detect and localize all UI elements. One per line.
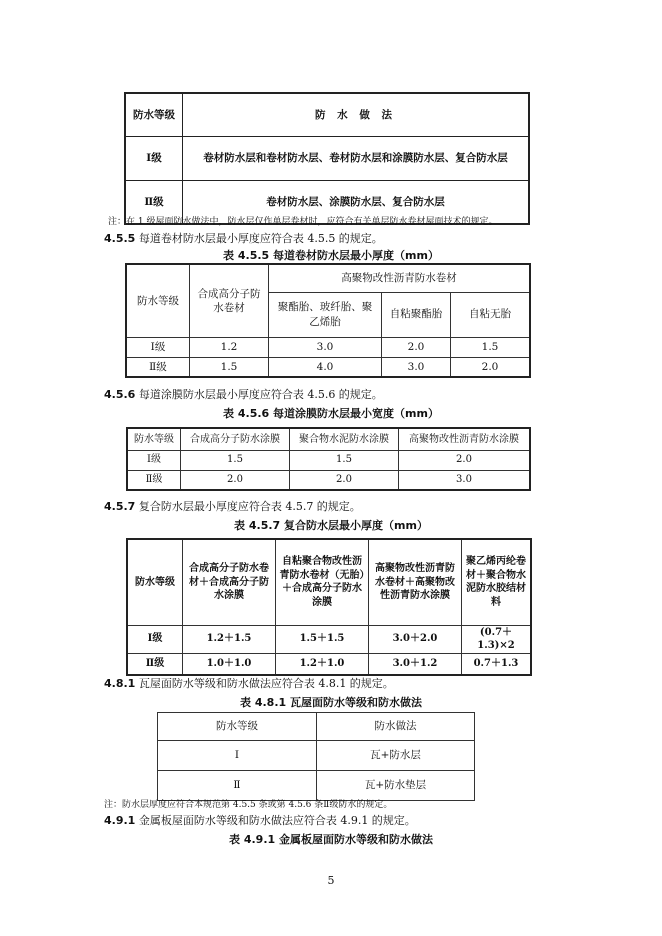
grade-cell: Ⅰ级	[127, 625, 183, 653]
header-grade: 防水等级	[158, 713, 317, 741]
clause-4-8-1	[104, 675, 394, 691]
grade-cell: Ⅱ级	[126, 357, 190, 377]
header-col: 聚乙烯丙纶卷材＋聚合物水泥防水胶结材料	[462, 539, 532, 625]
value-cell: 2.0	[451, 357, 531, 377]
grade-cell: Ⅱ级	[127, 470, 181, 490]
header-col: 高聚物改性沥青防水卷材＋高聚物改性沥青防水涂膜	[369, 539, 462, 625]
value-cell: 2.0	[399, 450, 531, 470]
header-col: 聚合物水泥防水涂膜	[290, 428, 399, 450]
page-number: 5	[327, 874, 335, 887]
header-sub: 聚酯胎、玻纤胎、聚乙烯胎	[269, 292, 382, 337]
table-caption: 表 4.8.1 瓦屋面防水等级和防水做法	[240, 696, 422, 709]
table-note: 注：在 1 级屋面防水做法中，防水层仅作单层卷材时，应符合有关单层防水卷材屋面技术的规定。	[108, 217, 498, 227]
clause-text: 复合防水层最小厚度应符合表 4.5.7 的规定。	[138, 500, 361, 513]
table-caption: 表 4.5.6 每道涂膜防水层最小宽度（mm）	[223, 407, 439, 420]
grade-cell: Ⅰ级	[125, 136, 183, 180]
clause-text: 瓦屋面防水等级和防水做法应符合表 4.8.1 的规定。	[138, 677, 394, 690]
value-cell: 3.0	[269, 337, 382, 357]
clause-text: 每道涂膜防水层最小厚度应符合表 4.5.6 的规定。	[138, 388, 383, 401]
grade-cell: Ⅱ级	[127, 653, 183, 675]
clause-number: 4.5.5	[104, 232, 136, 245]
clause-4-9-1	[104, 812, 416, 828]
grade-cell: Ⅰ级	[127, 450, 181, 470]
clause-number: 4.8.1	[104, 677, 136, 690]
table-caption: 表 4.5.5 每道卷材防水层最小厚度（mm）	[223, 249, 439, 262]
value-cell: 2.0	[382, 337, 451, 357]
method-cell: 瓦+防水垫层	[317, 771, 475, 801]
header-method: 防水做法	[317, 713, 475, 741]
value-cell: 4.0	[269, 357, 382, 377]
clause-4-5-6	[104, 386, 383, 402]
method-cell: 卷材防水层和卷材防水层、卷材防水层和涂膜防水层、复合防水层	[183, 136, 530, 180]
value-cell: 1.0＋1.0	[183, 653, 276, 675]
value-cell: 3.0＋1.2	[369, 653, 462, 675]
header-col: 合成高分子防水卷材＋合成高分子防水涂膜	[183, 539, 276, 625]
clause-4-5-5	[104, 230, 383, 246]
header-col: 高聚物改性沥青防水涂膜	[399, 428, 531, 450]
clause-4-5-7	[104, 498, 361, 514]
value-cell: 3.0	[399, 470, 531, 490]
header-polymer: 合成高分子防水卷材	[190, 264, 269, 337]
method-cell: 瓦+防水层	[317, 741, 475, 771]
grade-cell: Ⅱ级	[125, 180, 183, 224]
tile-roof-table	[157, 712, 475, 801]
clause-text: 金属板屋面防水等级和防水做法应符合表 4.9.1 的规定。	[138, 814, 416, 827]
value-cell: 1.2＋1.5	[183, 625, 276, 653]
membrane-thickness-table	[125, 263, 531, 378]
table-caption: 表 4.9.1 金属板屋面防水等级和防水做法	[229, 833, 433, 846]
clause-number: 4.5.6	[104, 388, 136, 401]
roof-waterproof-grade-table	[124, 92, 530, 225]
table-caption: 表 4.5.7 复合防水层最小厚度（mm）	[234, 519, 428, 532]
method-cell: 卷材防水层、涂膜防水层、复合防水层	[183, 180, 530, 224]
value-cell: 1.2	[190, 337, 269, 357]
header-col: 合成高分子防水涂膜	[181, 428, 290, 450]
header-group: 高聚物改性沥青防水卷材	[269, 264, 531, 292]
header-grade: 防水等级	[127, 539, 183, 625]
value-cell: 1.2＋1.0	[276, 653, 369, 675]
grade-cell: Ⅰ	[158, 741, 317, 771]
header-grade: 防水等级	[126, 264, 190, 337]
coating-thickness-table	[126, 427, 531, 491]
clause-text: 每道卷材防水层最小厚度应符合表 4.5.5 的规定。	[138, 232, 383, 245]
value-cell: 1.5	[290, 450, 399, 470]
value-cell: 2.0	[181, 470, 290, 490]
grade-cell: Ⅱ	[158, 771, 317, 801]
value-cell: 1.5	[190, 357, 269, 377]
value-cell: 1.5	[181, 450, 290, 470]
value-cell: 0.7＋1.3	[462, 653, 532, 675]
header-method: 防 水 做 法	[183, 93, 530, 136]
clause-number: 4.5.7	[104, 500, 136, 513]
header-col: 自粘聚合物改性沥青防水卷材（无胎）＋合成高分子防水涂膜	[276, 539, 369, 625]
table-note: 注：防水层厚度应符合本规范第 4.5.5 条或第 4.5.6 条Ⅱ级防水的规定。	[104, 800, 393, 810]
value-cell: 3.0＋2.0	[369, 625, 462, 653]
header-sub: 自粘无胎	[451, 292, 531, 337]
composite-thickness-table	[126, 538, 532, 676]
header-sub: 自粘聚酯胎	[382, 292, 451, 337]
value-cell: 2.0	[290, 470, 399, 490]
header-grade: 防水等级	[127, 428, 181, 450]
value-cell: 1.5	[451, 337, 531, 357]
grade-cell: Ⅰ级	[126, 337, 190, 357]
value-cell: (0.7＋1.3)×2	[462, 625, 532, 653]
value-cell: 1.5＋1.5	[276, 625, 369, 653]
header-grade: 防水等级	[125, 93, 183, 136]
clause-number: 4.9.1	[104, 814, 136, 827]
value-cell: 3.0	[382, 357, 451, 377]
